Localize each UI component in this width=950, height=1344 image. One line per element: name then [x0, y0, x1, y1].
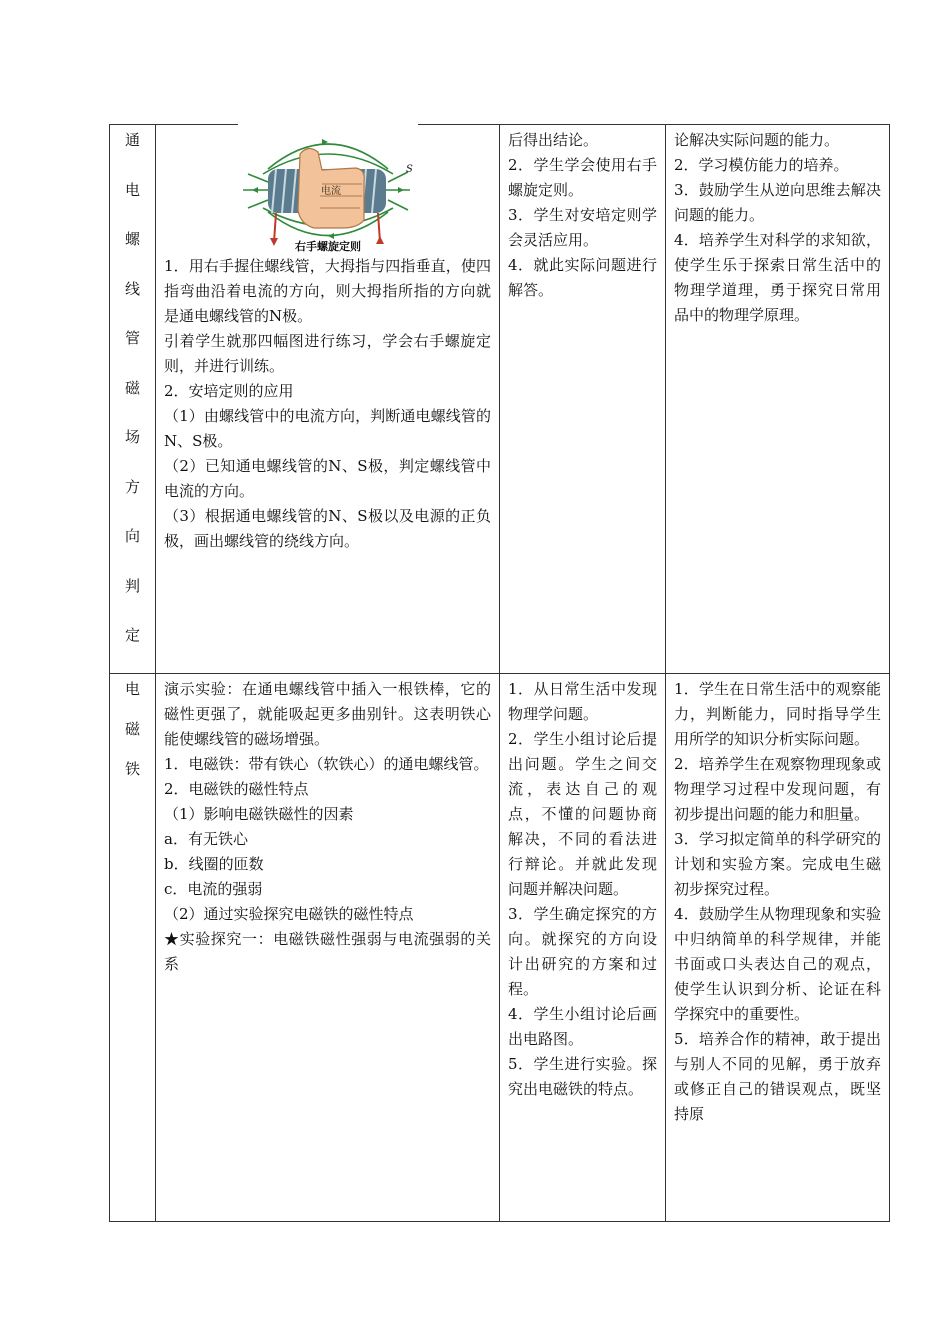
- topic-char: 电: [124, 679, 140, 698]
- topic-char: 线: [124, 279, 140, 298]
- student-item: 4．学生小组讨论后画出电路图。: [508, 1004, 657, 1048]
- topic-char: 方: [124, 477, 140, 496]
- table-row: [110, 125, 890, 674]
- topic-char: 磁: [124, 719, 140, 738]
- topic-char: 螺: [124, 230, 140, 248]
- content-paragraph: （2）已知通电螺线管的N、S极，判定螺线管中电流的方向。: [164, 457, 491, 500]
- topic-cell: [110, 673, 156, 1221]
- content-paragraph: 2．安培定则的应用: [164, 382, 294, 400]
- content-paragraph: c．电流的强弱: [164, 879, 263, 898]
- goal-item: 3．鼓励学生从逆向思维去解决问题的能力。: [674, 181, 881, 224]
- student-item: 后得出结论。: [508, 131, 599, 149]
- goal-item: 3．学习拟定简单的科学研究的计划和实验方案。完成电生磁初步探究过程。: [674, 829, 881, 898]
- content-paragraph: （3）根据通电螺线管的N、S极以及电源的正负极，画出螺线管的绕线方向。: [164, 507, 491, 550]
- topic-char: 通: [124, 131, 140, 149]
- student-item: 1．从日常生活中发现物理学问题。: [508, 679, 657, 723]
- content-paragraph: 演示实验：在通电螺线管中插入一根铁棒，它的磁性更强了，就能吸起更多曲别针。这表明铁心能使螺线管的磁场增强。: [164, 679, 491, 748]
- goal-item: 4．鼓励学生从物理现象和实验中归纳简单的科学规律，并能书面或口头表达自己的观点，使学生认识到分析、论证在科学探究中的重要性。: [674, 904, 881, 1023]
- right-hand-rule-figure: [238, 124, 418, 254]
- s-pole-label: S: [405, 164, 413, 175]
- student-item: 5．学生进行实验。探究出电磁铁的特点。: [508, 1054, 657, 1098]
- content-paragraph: （2）通过实验探究电磁铁的磁性特点: [164, 904, 414, 923]
- goals-cell: [666, 125, 890, 674]
- content-cell: [156, 125, 500, 674]
- student-item: 2．学生小组讨论后提出问题。学生之间交流，表达自己的观点，不懂的问题协商解决，不同的看法进行辩论。并就此发现问题并解决问题。: [508, 729, 657, 898]
- content-paragraph: b．线圈的匝数: [164, 854, 264, 873]
- topic-char: 场: [124, 428, 140, 446]
- goal-item: 2．培养学生在观察物理现象或物理学习过程中发现问题，有初步提出问题的能力和胆量。: [674, 754, 881, 823]
- topic-char: 向: [124, 527, 140, 545]
- topic-char: 磁: [124, 378, 140, 397]
- student-item: 3．学生对安培定则学会灵活应用。: [508, 206, 657, 249]
- student-activity-cell: [500, 125, 666, 674]
- goals-cell: [666, 673, 890, 1221]
- goal-item: 5．培养合作的精神，敢于提出与别人不同的见解，勇于放弃或修正自己的错误观点，既坚持原: [674, 1029, 881, 1123]
- content-paragraph: （1）影响电磁铁磁性的因素: [164, 804, 354, 823]
- content-cell: [156, 673, 500, 1221]
- topic-char: 定: [124, 626, 140, 644]
- topic-char: 铁: [124, 759, 140, 778]
- content-paragraph: 2．电磁铁的磁性特点: [164, 779, 309, 798]
- topic-char: 判: [124, 576, 140, 595]
- lesson-table: [109, 124, 890, 1222]
- content-paragraph: ★实验探究一：电磁铁磁性强弱与电流强弱的关系: [164, 929, 491, 973]
- student-item: 4．就此实际问题进行解答。: [508, 256, 657, 299]
- figure-caption: 右手螺旋定则: [294, 240, 361, 253]
- content-paragraph: 引着学生就那四幅图进行练习，学会右手螺旋定则，并进行训练。: [164, 332, 491, 375]
- topic-cell: [110, 125, 156, 674]
- content-paragraph: 1．电磁铁：带有铁心（软铁心）的通电螺线管。: [164, 754, 489, 773]
- goal-item: 1．学生在日常生活中的观察能力，判断能力，同时指导学生用所学的知识分析实际问题。: [674, 679, 881, 748]
- topic-char: 管: [124, 329, 140, 347]
- content-paragraph: 1．用右手握住螺线管，大拇指与四指垂直，使四指弯曲沿着电流的方向，则大拇指所指的方向就是通电螺线管的N极。: [164, 257, 491, 325]
- student-activity-cell: [500, 673, 666, 1221]
- content-paragraph: a．有无铁心: [164, 829, 248, 848]
- goal-item: 4．培养学生对科学的求知欲，使学生乐于探索日常生活中的物理学道理，勇于探究日常用品中的物理学原理。: [674, 231, 881, 324]
- goal-item: 论解决实际问题的能力。: [674, 131, 840, 149]
- table-row: [110, 673, 890, 1221]
- student-item: 2．学生学会使用右手螺旋定则。: [508, 156, 657, 199]
- topic-char: 电: [124, 180, 140, 199]
- content-paragraph: （1）由螺线管中的电流方向，判断通电螺线管的N、S极。: [164, 407, 491, 450]
- student-item: 3．学生确定探究的方向。就探究的方向设计出研究的方案和过程。: [508, 904, 657, 998]
- goal-item: 2．学习模仿能力的培养。: [674, 156, 849, 174]
- current-label: 电流: [320, 186, 341, 197]
